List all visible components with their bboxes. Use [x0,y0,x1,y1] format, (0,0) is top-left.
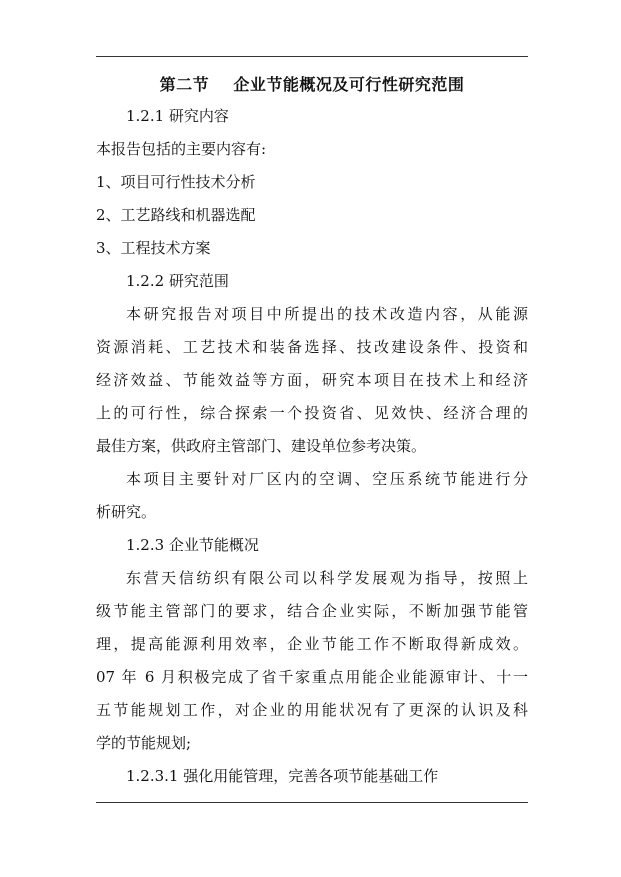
list-item: 3、工程技术方案 [96,239,211,257]
subsection-heading: 1.2.2 研究范围 [126,272,229,290]
paragraph-line: 资源消耗、工艺技术和装备选择、技改建设条件、投资和 [96,338,528,356]
document-body [96,70,528,793]
paragraph-line: 07 年 6 月积极完成了省千家重点用能企业能源审计、十一 [96,668,528,686]
list-item: 2、工艺路线和机器选配 [96,206,256,224]
paragraph-line: 经济效益、节能效益等方面，研究本项目在技术上和经济 [96,371,528,389]
section-title: 第二节 企业节能概况及可行性研究范围 [159,75,465,94]
paragraph-line: 本报告包括的主要内容有: [96,140,267,158]
subsection-heading: 1.2.1 研究内容 [126,107,229,125]
paragraph-line: 本项目主要针对厂区内的空调、空压系统节能进行分 [126,470,528,488]
paragraph-line: 级节能主管部门的要求，结合企业实际，不断加强节能管 [96,602,528,620]
paragraph-line: 东营天信纺织有限公司以科学发展观为指导，按照上 [126,569,528,587]
footer-rule [96,802,528,803]
list-item: 1、项目可行性技术分析 [96,173,256,191]
paragraph-line: 本研究报告对项目中所提出的技术改造内容，从能源 [126,305,528,323]
paragraph-line: 最佳方案，供政府主管部门、建设单位参考决策。 [96,437,427,455]
paragraph-line: 理，提高能源利用效率，企业节能工作不断取得新成效。 [96,635,528,653]
paragraph-line: 析研究。 [96,503,157,521]
paragraph-line: 五节能规划工作，对企业的用能状况有了更深的认识及科 [96,701,528,719]
paragraph-line: 上的可行性，综合探索一个投资省、见效快、经济合理的 [96,404,528,422]
subsection-heading: 1.2.3.1 强化用能管理，完善各项节能基础工作 [126,767,439,785]
subsection-heading: 1.2.3 企业节能概况 [126,536,259,554]
paragraph-line: 学的节能规划; [96,734,192,752]
header-rule [96,56,528,57]
